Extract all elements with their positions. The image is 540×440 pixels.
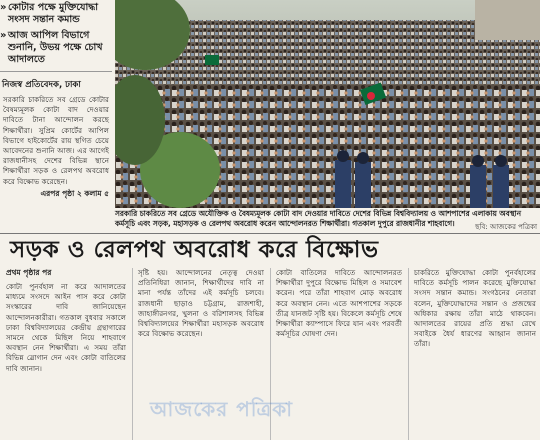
photo-credit: ছবি: আজকের পত্রিকা [475,223,537,231]
crowd-image [115,0,540,208]
continuation-link[interactable]: এরপর পৃষ্ঠা ২ কলাম ৫ [40,188,109,198]
left-article-body: সরকারি চাকরিতে সব গ্রেডে কোটার বৈষম্যমূলক কোটা বাদ দেওয়ার দাবিতে টানা আন্দোলন করছে শিক্ষার্থীরা। সুপ্রিম কোর্টের আপিল বিভাগে হাইকোর্টের রায় স্থগিত চেয়ে আবেদনের শুনানি আজ। এর আগেই রাজধানীসহ দেশের বিভিন্ন স্থানে শিক্ষার্থীরা সড়ক ও রেলপথ অবরোধ করে বিক্ষোভ করেছেন। [3,95,109,186]
article-column-3 [274,268,404,440]
main-headline[interactable]: সড়ক ও রেলপথ অবরোধ করে বিক্ষোভ [10,237,379,263]
column-rule [408,268,409,440]
byline: নিজস্ব প্রতিবেদক, ঢাকা [2,80,81,90]
protest-photo [115,0,540,208]
column-text: সৃষ্টি হয়। আন্দোলনের নেতৃত্ব দেওয়া প্রতিনিধিরা জানান, শিক্ষার্থীদের দাবি না মানা পর্যন্ত তাঁদের এই কর্মসূচি চলবে। রাজধানী ছাড়াও চট্টগ্রাম, রাজশাহী, জাহাঙ্গীরনগর, খুলনা ও বরিশালসহ বিভিন্ন বিশ্ববিদ্যালয়ের শিক্ষার্থীরা মহাসড়ক অবরোধ করে বিক্ষোভ করেছেন। [138,268,264,339]
article-column-1 [4,268,128,440]
divider [0,71,112,72]
section-divider [0,233,540,234]
teaser-1[interactable]: » কোটার পক্ষে মুক্তিযোদ্ধা সংসদ সন্তান কমান্ড [0,0,112,28]
column-text: চাকরিতে মুক্তিযোদ্ধা কোটা পুনর্বহালের দাবিতে কর্মসূচি পালন করেছে মুক্তিযোদ্ধা সংসদ সন্তান কমান্ড। সংগঠনের নেতারা বলেন, মুক্তিযোদ্ধাদের সন্তান ও প্রজন্মের অধিকার রক্ষায় তাঁরা মাঠে থাকবেন। আদালতের রায়ের প্রতি শ্রদ্ধা রেখে সবাইকে ধৈর্য ধারণের আহ্বান জানান তাঁরা। [414,268,536,349]
column-text: কোটা বাতিলের দাবিতে আন্দোলনরত শিক্ষার্থীরা দুপুরে বিক্ষোভ মিছিল ও সমাবেশ করেন। পরে তাঁরা শাহবাগ মোড় অবরোধ করে অবস্থান নেন। এতে আশপাশের সড়কে তীব্র যানজট সৃষ্টি হয়। বিকেলে কর্মসূচি শেষে শিক্ষার্থীরা ক্যাম্পাসে ফিরে যান এবং পরবর্তী কর্মসূচির ঘোষণা দেন। [276,268,402,339]
photo-caption: সরকারি চাকরিতে সব গ্রেডে অযৌক্তিক ও বৈষম্যমূলক কোটা বাদ দেওয়ার দাবিতে দেশের বিভিন্ন বিশ্ববিদ্যালয় ও আশপাশের এলাকায় অবস্থান কর্মসূচি এবং সড়ক, মহাসড়ক ও রেলপথ অবরোধ করেন আন্দোলনরত শিক্ষার্থীরা। গতকাল দুপুরে রাজধানীর শাহবাগে। [115,209,521,228]
column-text: কোটা পুনর্বহাল না করে আদালতের মাধ্যমে সংসদে আইন পাস করে কোটা সংস্কারের দাবি জানিয়েছেন আন্দোলনকারীরা। গতকাল বুধবার সকালে ঢাকা বিশ্ববিদ্যালয়ের কেন্দ্রীয় গ্রন্থাগারের সামনে থেকে মিছিল নিয়ে শাহবাগে অবস্থান নেন শিক্ষার্থীরা। এ সময় তাঁরা বিভিন্ন স্লোগান দেন এবং কোটা বাতিলের দাবি জানান। [6,282,126,373]
left-news-column [0,0,112,232]
teaser-2[interactable]: » আজ আপিল বিভাগে শুনানি, উভয় পক্ষে চোখ আদালতে [0,28,112,68]
article-column-4 [412,268,538,440]
column-rule [132,268,133,440]
column-subhead: প্রথম পৃষ্ঠার পর [6,268,52,277]
watermark-logo: আজকের পত্রিকা [150,397,293,421]
